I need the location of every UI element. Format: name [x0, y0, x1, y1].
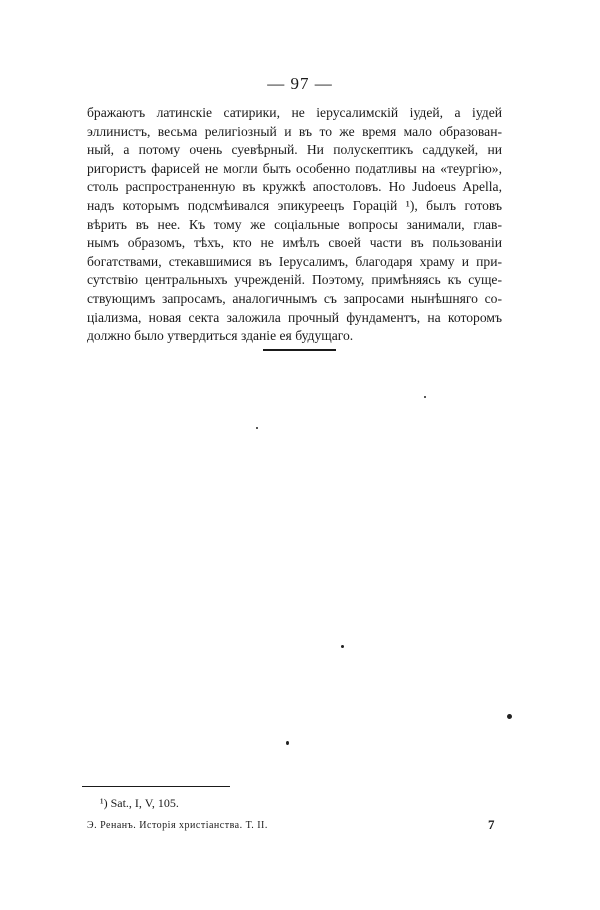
- sheet-number: 7: [488, 817, 495, 832]
- text-line: богатствами, стекавшимися въ Іерусалимъ, благодаря храму и при-: [87, 253, 502, 269]
- text-line: ствующимъ запросамъ, аналогичнымъ съ запросами нынѣшняго со-: [87, 290, 502, 306]
- text-line: бражаютъ латинскіе сатирики, не іерусалимскій іудей, а іудей: [87, 105, 502, 120]
- text-line: нымъ образомъ, тѣхъ, кто не имѣлъ своей части въ пользованіи: [87, 235, 502, 251]
- printer-signature: Э. Ренанъ. Исторія христіанства. Т. II.: [87, 820, 268, 831]
- text-line: сутствію центральныхъ учрежденій. Поэтому, примѣняясь къ суще-: [87, 272, 502, 288]
- paper-speck: [424, 396, 426, 398]
- text-line: ный, а потому очень суевѣрный. Ни полускептикъ саддукей, ни: [87, 142, 502, 158]
- paper-speck: [286, 741, 289, 745]
- paper-speck: [507, 714, 512, 719]
- text-line: должно было утвердиться зданіе ея будущаго.: [87, 328, 354, 344]
- footnote-rule: [82, 786, 230, 787]
- text-line: эллинистъ, весьма религіозный и въ то же время мало образован-: [87, 123, 502, 139]
- paper-speck: [256, 427, 258, 429]
- page-number: — 97 —: [267, 74, 333, 93]
- section-end-rule: [263, 349, 336, 351]
- body-text: [87, 104, 502, 346]
- text-line: ціализма, новая секта заложила прочный фундаментъ, на которомъ: [87, 309, 502, 325]
- footnote: ¹) Sat., I, V, 105.: [100, 796, 179, 810]
- text-line: вѣрить въ нее. Къ тому же соціальные вопросы занимали, глав-: [87, 216, 502, 232]
- text-line: надъ которымъ подсмѣивался эпикуреецъ Горацій ¹), былъ готовъ: [87, 197, 502, 213]
- text-line: ригористъ фарисей не могли быть особенно податливы на «теургію»,: [87, 160, 502, 176]
- text-line: столь распространенную въ кружкѣ апостоловъ. Но Judoeus Apella,: [87, 179, 502, 195]
- paper-speck: [341, 645, 344, 648]
